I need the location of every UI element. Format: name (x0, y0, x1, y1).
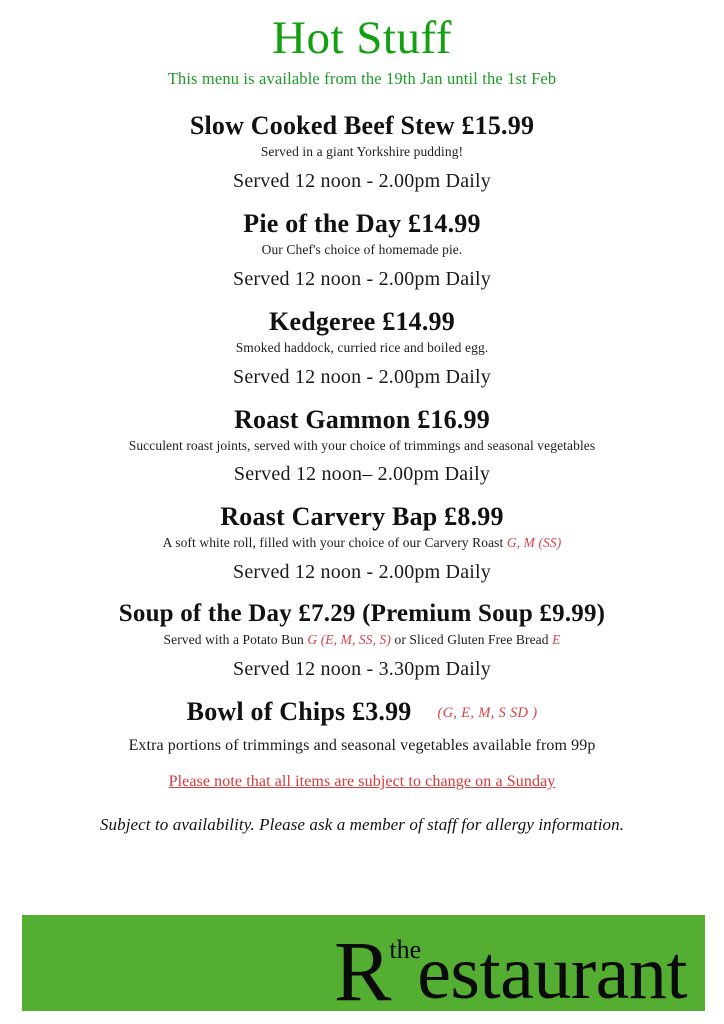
description-text: Served with a Potato Bun (163, 631, 308, 647)
menu-item-pie-of-the-day (0, 209, 724, 291)
note-extra-portions: Extra portions of trimmings and seasonal vegetables available from 99p (128, 736, 596, 754)
allergen-codes-potato-bun: G (E, M, SS, S) (307, 631, 391, 647)
description-text-mid: or Sliced Gluten Free Bread (391, 631, 553, 647)
menu-item-description: Served in a giant Yorkshire pudding! (260, 144, 464, 160)
menu-item-heading: Soup of the Day £7.29 (Premium Soup £9.99) (118, 600, 606, 628)
menu-item-heading (0, 697, 724, 727)
menu-item-description (0, 535, 724, 552)
menu-header (0, 0, 724, 89)
menu-item-serving-times: Served 12 noon - 2.00pm Daily (233, 561, 491, 584)
menu-item-description (0, 632, 724, 649)
menu-item-heading: Slow Cooked Beef Stew £15.99 (189, 111, 535, 141)
allergen-codes: (G, E, M, S SD ) (437, 704, 538, 721)
menu-item-serving-times: Served 12 noon– 2.00pm Daily (233, 463, 491, 486)
menu-item-heading: Pie of the Day £14.99 (243, 209, 481, 239)
menu-item-heading: Roast Gammon £16.99 (234, 404, 490, 434)
logo-word-the: the (389, 935, 422, 964)
menu-item-beef-stew (0, 111, 724, 193)
menu-item-serving-times: Served 12 noon - 2.00pm Daily (233, 365, 491, 388)
description-text: A soft white roll, filled with your choice of our Carvery Roast (162, 535, 507, 551)
logo-word-estaurant: estaurant (417, 931, 687, 1016)
menu-item-serving-times: Served 12 noon - 2.00pm Daily (233, 267, 491, 290)
menu-item-description: Smoked haddock, curried rice and boiled egg. (235, 339, 489, 355)
menu-items-list (0, 111, 724, 726)
menu-item-heading: Kedgeree £14.99 (269, 306, 455, 336)
menu-item-kedgeree (0, 307, 724, 389)
menu-item-roast-gammon (0, 405, 724, 487)
footer-green-bar (22, 915, 705, 1020)
menu-item-description: Our Chef's choice of homemade pie. (261, 242, 463, 257)
note-sunday-changes: Please note that all items are subject to change on a Sunday (168, 772, 556, 790)
menu-item-heading-text: Bowl of Chips £3.99 (186, 696, 412, 726)
allergen-codes: G, M (SS) (506, 535, 562, 551)
menu-footer-notes (0, 737, 724, 835)
menu-item-heading: Roast Carvery Bap £8.99 (220, 502, 504, 532)
logo-letter-r: R (334, 923, 392, 1020)
restaurant-logo (334, 923, 687, 1020)
page-title: Hot Stuff (272, 12, 452, 64)
menu-item-serving-times: Served 12 noon - 2.00pm Daily (233, 170, 491, 193)
note-availability-allergy: Subject to availability. Please ask a member of staff for allergy information. (99, 814, 625, 834)
menu-item-soup-of-the-day (0, 600, 724, 681)
allergen-codes-gluten-free-bread: E (552, 631, 561, 647)
menu-item-description: Succulent roast joints, served with your choice of trimmings and seasonal vegetables (128, 437, 596, 453)
menu-item-roast-carvery-bap (0, 502, 724, 584)
menu-item-serving-times: Served 12 noon - 3.30pm Daily (233, 657, 491, 680)
menu-item-bowl-of-chips (0, 697, 724, 727)
menu-availability-dates: This menu is available from the 19th Jan until the 1st Feb (167, 69, 557, 89)
